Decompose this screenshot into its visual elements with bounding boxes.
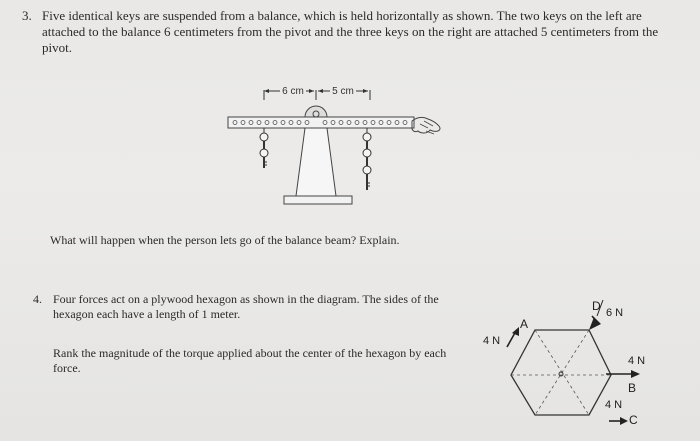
force-d-magnitude: 6 N	[606, 307, 624, 319]
force-c-label: C	[629, 413, 638, 427]
right-dimension-label: 5 cm	[332, 86, 354, 97]
question-4-number: 4.	[33, 292, 42, 306]
question-3-number: 3.	[22, 8, 32, 23]
force-a-magnitude: 4 N	[483, 335, 501, 347]
force-d-label: D	[592, 299, 601, 313]
force-c-magnitude: 4 N	[605, 399, 623, 411]
left-dimension-label: 6 cm	[282, 86, 304, 97]
question-4-prompt: Rank the magnitude of the torque applied about the center of the hexagon by each force.	[53, 346, 447, 375]
force-b-magnitude: 4 N	[628, 355, 646, 367]
force-a-label: A	[520, 317, 529, 331]
question-3-prompt: What will happen when the person lets go of the balance beam? Explain.	[50, 233, 400, 247]
force-b-label: B	[628, 381, 637, 395]
question-4-text: Four forces act on a plywood hexagon as shown in the diagram. The sides of the hexagon each have a length of 1 meter.	[53, 292, 439, 321]
question-3-text: Five identical keys are suspended from a balance, which is held horizontally as shown. The two keys on the left are attached to the balance 6 centimeters from the pivot and the three keys on the right are attached 5 centimeters from the pivot.	[42, 8, 659, 55]
